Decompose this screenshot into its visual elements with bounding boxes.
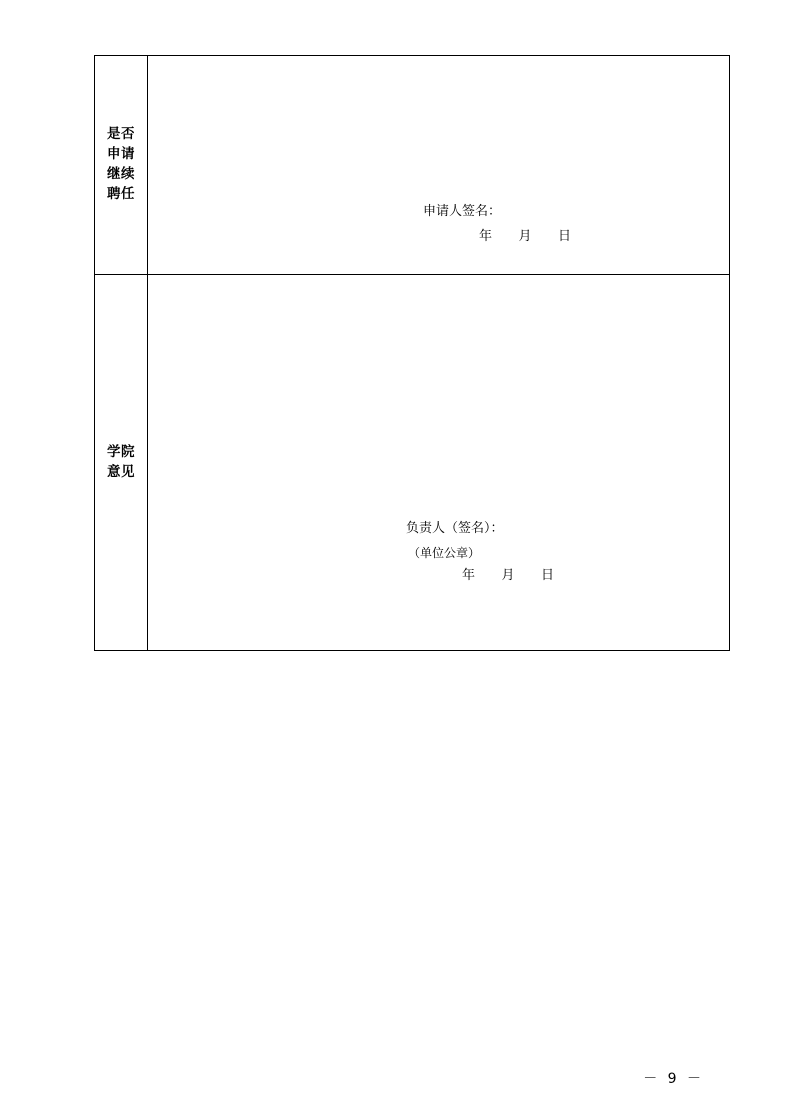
date-year-label: 年 — [462, 568, 476, 584]
row-label-college-opinion — [95, 275, 148, 651]
responsible-person-signature-label: 负责人（签名）： — [406, 521, 504, 536]
applicant-signature-block — [423, 200, 572, 249]
date-month-label: 月 — [501, 568, 516, 584]
row-content-continue-application[interactable] — [148, 56, 730, 275]
applicant-signature-date — [423, 225, 572, 250]
date-day-label: 日 — [558, 228, 572, 244]
college-signature-block — [406, 517, 555, 589]
date-year-label: 年 — [479, 228, 493, 244]
application-form-table — [94, 55, 730, 651]
row-label-line: 聘任 — [107, 185, 135, 202]
row-label-line: 申请 — [107, 146, 135, 163]
official-seal-note: （单位公章） — [408, 545, 481, 560]
table-row-continue-application — [95, 56, 730, 275]
row-label-line: 是否 — [107, 126, 135, 143]
date-day-label: 日 — [541, 568, 555, 584]
page-number: － 9 － — [643, 1071, 704, 1087]
row-label-line: 学院 — [107, 443, 135, 460]
row-label-line: 继续 — [107, 166, 135, 182]
college-signature-date — [406, 564, 555, 589]
date-month-label: 月 — [518, 228, 533, 244]
row-content-college-opinion[interactable] — [148, 275, 730, 651]
row-label-line: 意见 — [107, 463, 135, 480]
table-row-college-opinion — [95, 275, 730, 651]
row-label-continue-application — [95, 56, 148, 275]
applicant-signature-label: 申请人签名： — [423, 204, 502, 219]
